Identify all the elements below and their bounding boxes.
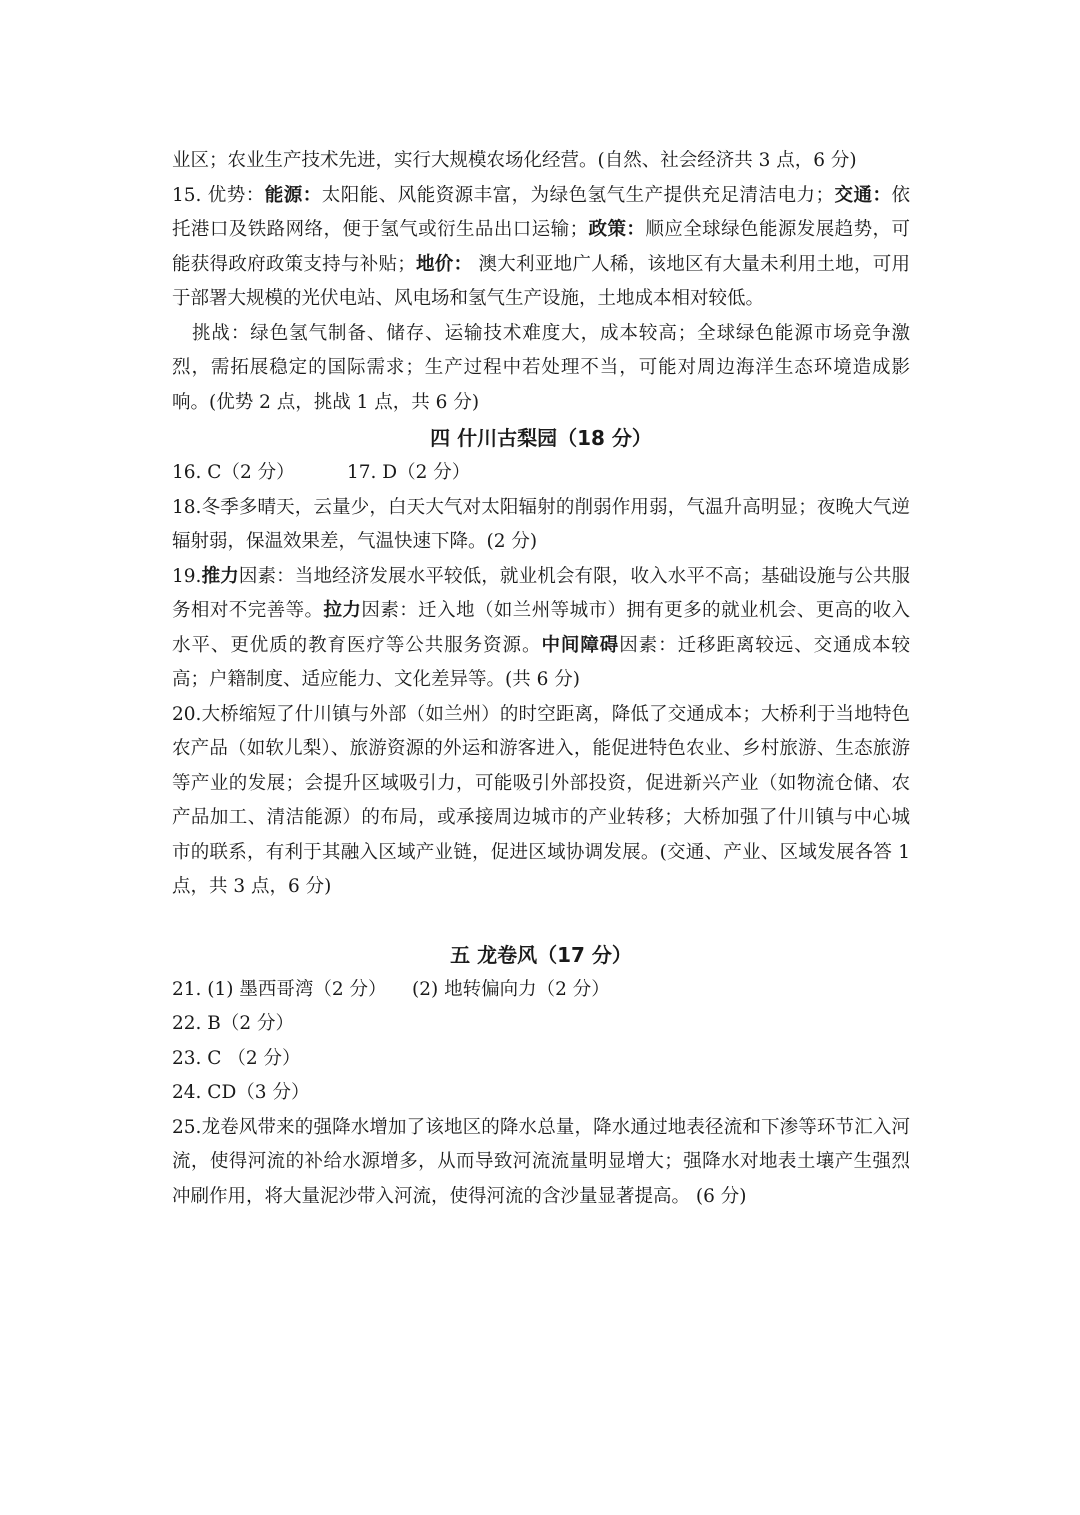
land-text: 澳大利亚地广人稀，该地区有大量未利用土地，可用于部署大规模的光伏电站、风电场和氢气生产设施，土地成本相对较低。 (172, 253, 910, 309)
energy-label: 能源： (264, 184, 322, 206)
section-5-title: 五 龙卷风（17 分） (450, 942, 632, 967)
policy-text: 顺应全球绿色能源发展趋势，可能获得政府政策支持与补贴； (172, 219, 910, 275)
answer-19-num: 19. (172, 565, 202, 587)
answers-16-17 (172, 456, 910, 491)
answer-17: 17. D（2 分） (347, 462, 471, 483)
policy-label: 政策： (588, 219, 646, 240)
transport-text: 依托港口及铁路网络，便于氢气或衍生品出口运输； (172, 184, 910, 240)
answer-18: 18.冬季多晴天，云量少，白天大气对太阳辐射的削弱作用弱，气温升高明显；夜晚大气逆辐射弱，保温效果差，气温快速下降。(2 分) (172, 496, 910, 552)
answer-page (172, 144, 910, 1214)
obstacle-text: 因素：迁移距离较远、交通成本较高；户籍制度、适应能力、文化差异等。(共 6 分) (172, 634, 910, 690)
answer-15 (172, 179, 910, 317)
push-label: 推力 (201, 565, 239, 587)
answer-16: 16. C（2 分） (172, 462, 295, 483)
land-label: 地价： (415, 253, 473, 275)
energy-text: 太阳能、风能资源丰富，为绿色氢气生产提供充足清洁电力； (321, 184, 834, 206)
obstacle-label: 中间障碍 (541, 634, 620, 656)
section-4-title: 四 什川古梨园（18 分） (430, 426, 652, 450)
answer-15-challenge: 挑战：绿色氢气制备、储存、运输技术难度大，成本较高；全球绿色能源市场竞争激烈，需拓展稳定的国际需求；生产过程中若处理不当，可能对周边海洋生态环境造成影响。(优势 2 点，挑战 1 点，共 6 分) (172, 322, 910, 413)
continued-line: 业区；农业生产技术先进，实行大规模农场化经营。(自然、社会经济共 3 点，6 分) (172, 150, 857, 171)
answer-21 (172, 973, 910, 1008)
answer-15-num: 15. 优势： (172, 184, 265, 206)
answer-20: 20.大桥缩短了什川镇与外部（如兰州）的时空距离，降低了交通成本；大桥利于当地特色农产品（如软儿梨）、旅游资源的外运和游客进入，能促进特色农业、乡村旅游、生态旅游等产业的发展；会提升区域吸引力，可能吸引外部投资，促进新兴产业（如物流仓储、农产品加工、清洁能源）的布局，或承接周边城市的产业转移；大桥加强了什川镇与中心城市的联系，有利于其融入区域产业链，促进区域协调发展。(交通、产业、区域发展各答 1 点，共 3 点，6 分) (172, 703, 910, 897)
answer-21-part2: (2) 地转偏向力（2 分） (412, 978, 610, 1000)
answer-22: 22. B（2 分） (172, 1013, 295, 1034)
pull-label: 拉力 (323, 600, 362, 621)
answer-25: 25.龙卷风带来的强降水增加了该地区的降水总量，降水通过地表径流和下渗等环节汇入河流，使得河流的补给水源增多，从而导致河流流量明显增大；强降水对地表土壤产生强烈冲刷作用，将大量泥沙带入河流，使得河流的含沙量显著提高。 (6 分) (172, 1116, 910, 1207)
push-text: 因素：当地经济发展水平较低，就业机会有限，收入水平不高；基础设施与公共服务相对不完善等。 (172, 565, 910, 621)
pull-text: 因素：迁入地（如兰州等城市）拥有更多的就业机会、更高的收入水平、更优质的教育医疗等公共服务资源。 (172, 600, 910, 656)
answer-24: 24. CD（3 分） (172, 1082, 310, 1103)
transport-label: 交通： (834, 184, 892, 206)
answer-19 (172, 560, 910, 698)
answer-23: 23. C （2 分） (172, 1047, 301, 1069)
answer-21-part1: 21. (1) 墨西哥湾（2 分） (172, 978, 387, 1000)
